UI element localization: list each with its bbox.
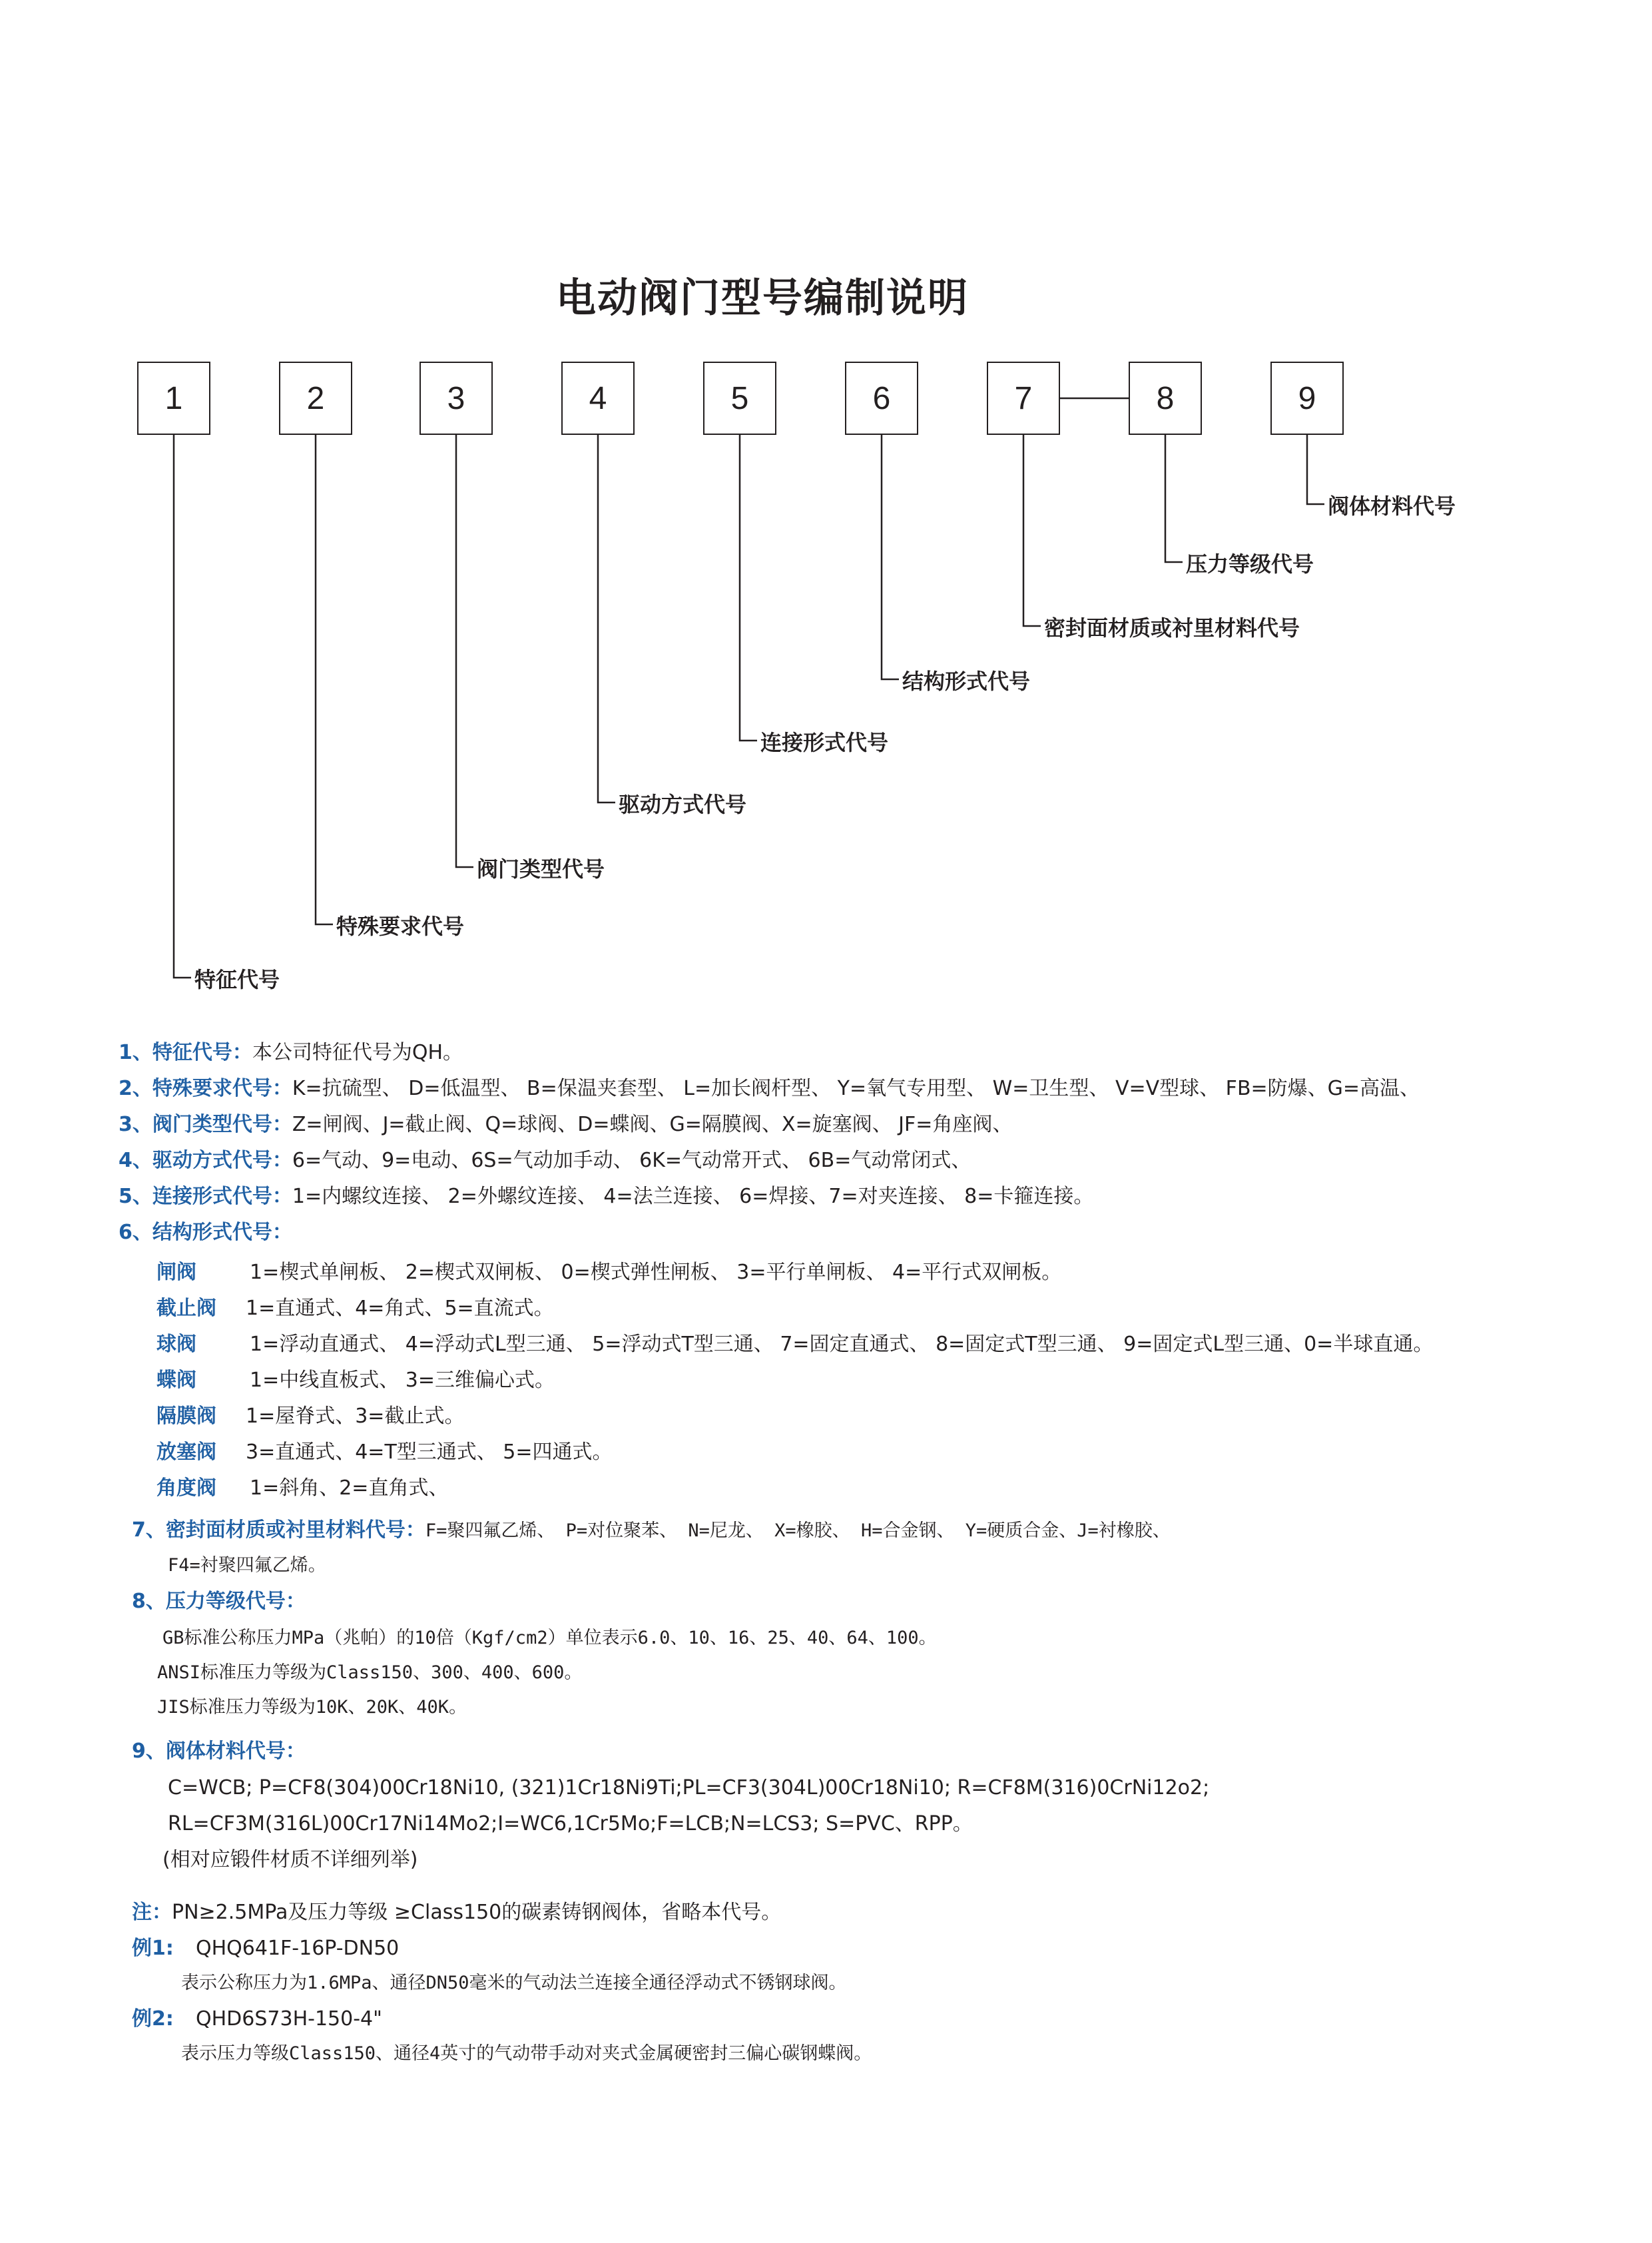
struct-name: 隔膜阀 <box>156 1405 216 1428</box>
struct-row-ball <box>156 1335 1433 1355</box>
struct-text: 3=直通式、4=T型三通式、 5=四通式。 <box>246 1441 613 1464</box>
connector-1 <box>174 435 191 978</box>
connector-2 <box>316 435 333 924</box>
item-9-line-2: RL=CF3M(316L)00Cr17Ni14Mo2;I=WC6,1Cr5Mo;F=LCB;N=LCS3; S=PVC、RPP。 <box>168 1812 973 1835</box>
item-3 <box>119 1115 1012 1135</box>
connector-7 <box>1023 435 1041 626</box>
item-9-line-1: C=WCB; P=CF8(304)00Cr18Ni10, (321)1Cr18Ni9Ti;PL=CF3(304L)00Cr18Ni10; R=CF8M(316)0CrNi12o2; <box>168 1776 1210 1799</box>
struct-text: 1=浮动直通式、 4=浮动式L型三通、 5=浮动式T型三通、 7=固定直通式、 8=固定式T型三通、 9=固定式L型三通、0=半球直通。 <box>250 1333 1434 1356</box>
item-7-text-cont: F4=衬聚四氟乙烯。 <box>168 1555 326 1576</box>
label-special-code: 特殊要求代号 <box>336 914 465 939</box>
item-2 <box>119 1079 1420 1099</box>
item-7-text: F=聚四氟乙烯、 P=对位聚苯、 N=尼龙、 X=橡胶、 H=合金钢、 Y=硬质合金、J=衬橡胶、 <box>425 1520 1171 1541</box>
struct-row-butterfly <box>156 1371 555 1391</box>
item-4 <box>119 1151 971 1171</box>
struct-row-plug <box>156 1442 613 1462</box>
struct-name: 放塞阀 <box>156 1441 216 1464</box>
connector-8 <box>1165 435 1183 562</box>
item-1 <box>119 1043 463 1063</box>
code-box-9: 9 <box>1270 362 1344 435</box>
item-7 <box>132 1520 1171 1540</box>
item-9-heading: 9、阀体材料代号： <box>132 1740 306 1763</box>
struct-text: 1=直通式、4=角式、5=直流式。 <box>246 1297 554 1320</box>
connector-3 <box>456 435 473 867</box>
code-box-6: 6 <box>845 362 918 435</box>
code-box-1: 1 <box>137 362 210 435</box>
label-connection-code: 连接形式代号 <box>760 730 889 755</box>
struct-text: 1=斜角、2=直角式、 <box>250 1476 449 1500</box>
item-5-text: 1=内螺纹连接、 2=外螺纹连接、 4=法兰连接、 6=焊接、7=对夹连接、 8=卡箍连接。 <box>292 1185 1094 1208</box>
example-1-code: QHQ641F-16P-DN50 <box>196 1937 400 1960</box>
struct-name: 蝶阀 <box>156 1369 196 1392</box>
label-seal-material-code: 密封面材质或衬里材料代号 <box>1044 615 1300 641</box>
connector-6 <box>882 435 899 679</box>
item-5-heading: 5、连接形式代号： <box>119 1185 292 1208</box>
item-3-heading: 3、阀门类型代号： <box>119 1113 292 1136</box>
example-1-desc: 表示公称压力为1.6MPa、通径DN50毫米的气动法兰连接全通径浮动式不锈钢球阀。 <box>181 1973 847 1993</box>
label-structure-code: 结构形式代号 <box>902 669 1031 694</box>
item-5 <box>119 1187 1093 1207</box>
code-box-2: 2 <box>279 362 352 435</box>
example-1-heading: 例1: <box>132 1937 174 1960</box>
struct-name: 闸阀 <box>156 1261 196 1284</box>
item-8-line-1: GB标准公称压力MPa（兆帕）的10倍（Kgf/cm2）单位表示6.0、10、16、25、40、64、100。 <box>162 1628 937 1648</box>
item-4-text: 6=气动、9=电动、6S=气动加手动、 6K=气动常开式、 6B=气动常闭式、 <box>292 1149 971 1172</box>
item-3-text: Z=闸阀、J=截止阀、Q=球阀、D=蝶阀、G=隔膜阀、X=旋塞阀、 JF=角座阀、 <box>292 1113 1013 1136</box>
item-2-heading: 2、特殊要求代号： <box>119 1077 292 1100</box>
struct-row-diaphragm <box>156 1407 464 1427</box>
example-1 <box>132 1939 399 1959</box>
code-box-5: 5 <box>703 362 776 435</box>
item-1-text: 本公司特征代号为QH。 <box>252 1041 463 1064</box>
struct-text: 1=中线直板式、 3=三维偏心式。 <box>250 1369 555 1392</box>
item-8-line-3: JIS标准压力等级为10K、20K、40K。 <box>157 1697 467 1718</box>
item-6 <box>119 1223 292 1243</box>
item-2-text: K=抗硫型、 D=低温型、 B=保温夹套型、 L=加长阀杆型、 Y=氧气专用型、 W=卫生型、 V=V型球、 FB=防爆、G=高温、 <box>292 1077 1420 1100</box>
struct-row-angle <box>156 1478 448 1498</box>
item-8-heading: 8、压力等级代号： <box>132 1590 306 1613</box>
label-feature-code: 特征代号 <box>194 967 280 992</box>
label-pressure-code: 压力等级代号 <box>1186 551 1314 577</box>
example-2-code: QHD6S73H-150-4" <box>196 2007 382 2031</box>
note-text: PN≥2.5MPa及压力等级 ≥Class150的碳素铸钢阀体，省略本代号。 <box>172 1901 782 1924</box>
struct-name: 截止阀 <box>156 1297 216 1320</box>
note <box>132 1903 781 1923</box>
connector-4 <box>598 435 615 802</box>
item-4-heading: 4、驱动方式代号： <box>119 1149 292 1172</box>
item-9-line-3: (相对应锻件材质不详细列举) <box>162 1848 418 1871</box>
label-valve-type-code: 阀门类型代号 <box>477 856 605 882</box>
code-box-8: 8 <box>1129 362 1202 435</box>
label-drive-code: 驱动方式代号 <box>619 792 747 817</box>
code-box-3: 3 <box>419 362 493 435</box>
struct-text: 1=楔式单闸板、 2=楔式双闸板、 0=楔式弹性闸板、 3=平行单闸板、 4=平行式双闸板。 <box>250 1261 1062 1284</box>
example-2-desc: 表示压力等级Class150、通径4英寸的气动带手动对夹式金属硬密封三偏心碳钢蝶阀。 <box>181 2043 872 2064</box>
label-body-material-code: 阀体材料代号 <box>1328 493 1456 519</box>
item-6-heading: 6、结构形式代号： <box>119 1221 292 1244</box>
page-title: 电动阀门型号编制说明 <box>556 275 969 322</box>
example-2-heading: 例2: <box>132 2007 174 2031</box>
struct-row-gate <box>156 1263 1061 1283</box>
code-box-4: 4 <box>561 362 635 435</box>
struct-text: 1=屋脊式、3=截止式。 <box>246 1405 465 1428</box>
item-1-heading: 1、特征代号： <box>119 1041 252 1064</box>
item-8-line-2: ANSI标准压力等级为Class150、300、400、600。 <box>157 1662 583 1683</box>
struct-row-globe <box>156 1299 554 1319</box>
struct-name: 球阀 <box>156 1333 196 1356</box>
code-box-7: 7 <box>987 362 1060 435</box>
item-7-heading: 7、密封面材质或衬里材料代号： <box>132 1518 425 1542</box>
connector-9 <box>1307 435 1324 504</box>
note-heading: 注： <box>132 1901 172 1924</box>
connector-5 <box>740 435 757 741</box>
struct-name: 角度阀 <box>156 1476 216 1500</box>
example-2 <box>132 2009 382 2029</box>
